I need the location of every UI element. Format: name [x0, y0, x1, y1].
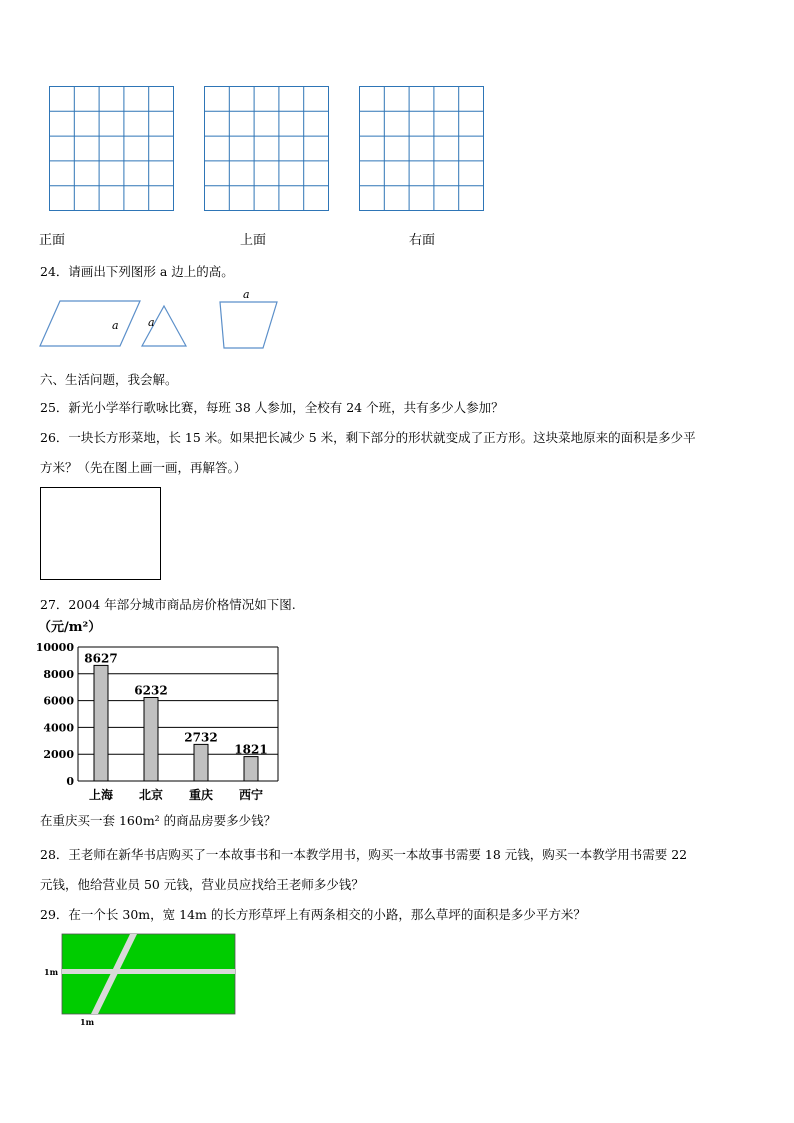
price-bar-chart	[30, 612, 290, 807]
question-26-line-2: 方米？（先在图上画一画，再解答。）	[40, 460, 247, 475]
question-24: 24．请画出下列图形 a 边上的高。	[40, 264, 234, 279]
x-category-label: 上海	[88, 788, 114, 802]
chart-unit-label: （元/m²）	[38, 620, 102, 635]
question-28-line-2: 元钱，他给营业员 50 元钱，营业员应找给王老师多少钱？	[40, 877, 364, 892]
label-right-view: 右面	[409, 233, 436, 248]
question-28-line-1: 28．王老师在新华书店购买了一本故事书和一本教学用书，购买一本故事书需要 18 元钱，购买一本教学用书需要 22	[40, 847, 688, 862]
question-29: 29．在一个长 30m，宽 14m 的长方形草坪上有两条相交的小路，那么草坪的面积是多少平方米？	[40, 907, 586, 922]
bar	[94, 665, 108, 781]
label-road-horizontal: 1m	[44, 967, 59, 977]
grid-top	[204, 86, 329, 211]
bar	[244, 757, 258, 781]
bar	[144, 697, 158, 781]
parallelogram-edge-label: a	[112, 319, 119, 332]
horizontal-road	[62, 969, 235, 974]
y-tick-label: 0	[66, 775, 74, 788]
section-6-title: 六、生活问题，我会解。	[40, 372, 178, 387]
label-road-diagonal: 1m	[80, 1017, 95, 1027]
bar	[194, 744, 208, 781]
question-27-ask: 在重庆买一套 160m² 的商品房要多少钱？	[40, 813, 277, 828]
triangle-edge-label: a	[148, 316, 155, 329]
y-tick-label: 2000	[43, 748, 74, 762]
x-category-label: 北京	[138, 788, 164, 802]
bar-data-label: 2732	[184, 730, 218, 745]
bar-data-label: 1821	[234, 742, 268, 757]
grid-front	[49, 86, 174, 211]
trapezoid-edge-label: a	[243, 288, 250, 301]
bar-data-label: 8627	[84, 651, 118, 666]
trapezoid-shape	[220, 302, 277, 348]
question-25: 25．新光小学举行歌咏比赛，每班 38 人参加，全校有 24 个班，共有多少人参加？	[40, 400, 504, 415]
question-27: 27．2004 年部分城市商品房价格情况如下图.	[40, 597, 296, 612]
q26-square-drawing	[40, 487, 161, 580]
question-26-line-1: 26．一块长方形菜地，长 15 米。如果把长减少 5 米，剩下部分的形状就变成了正方形。这块菜地原来的面积是多少平	[40, 430, 696, 445]
x-category-label: 重庆	[188, 788, 214, 802]
y-tick-label: 10000	[35, 641, 74, 654]
y-tick-label: 4000	[43, 721, 74, 735]
label-top-view: 上面	[240, 233, 267, 248]
bar-data-label: 6232	[134, 683, 168, 698]
parallelogram-shape	[40, 301, 140, 346]
lawn-diagram	[40, 932, 240, 1032]
y-tick-label: 8000	[43, 667, 74, 681]
grid-right	[359, 86, 484, 211]
label-front-view: 正面	[39, 233, 66, 248]
y-tick-label: 6000	[43, 694, 74, 708]
q24-shapes	[36, 286, 296, 356]
x-category-label: 西宁	[238, 788, 264, 802]
